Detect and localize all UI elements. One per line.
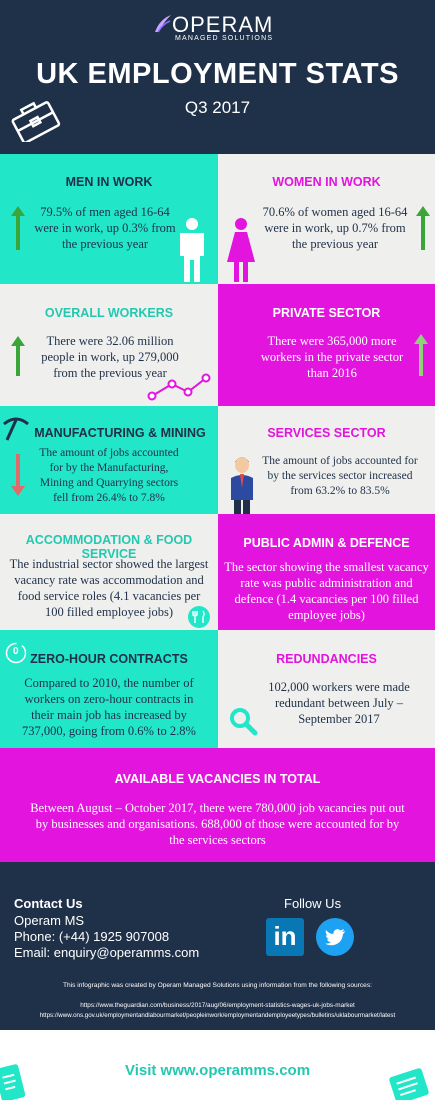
contact-title: Contact Us — [14, 896, 83, 911]
footer — [0, 862, 435, 1030]
private-card — [218, 284, 435, 406]
zero-title: ZERO-HOUR CONTRACTS — [30, 652, 188, 666]
services-text: The amount of jobs accounted for by the services sector increased from 63.2% to 83.5% — [262, 455, 418, 497]
services-card — [218, 406, 435, 514]
header — [0, 0, 435, 154]
woman-icon — [226, 218, 256, 282]
magnifier-icon — [228, 706, 258, 736]
zero-card — [0, 630, 218, 748]
vacancies-card — [0, 748, 435, 862]
accommodation-text: The industrial sector showed the largest vacancy rate was accommodation and food service roles (4.1 vacancies per 100 filled employee jobs) — [9, 557, 209, 619]
cutlery-icon — [188, 606, 210, 628]
vacancies-text: Between August – October 2017, there were 780,000 job vacancies put out by businesses and organisations. 688,000 of those were accounted for by the services sectors — [30, 801, 405, 847]
services-title: SERVICES SECTOR — [267, 426, 386, 440]
logo-icon — [154, 14, 172, 34]
brand-name: OPERAM — [172, 12, 274, 37]
brand-subtitle: MANAGED SOLUTIONS — [175, 35, 274, 42]
line-chart-icon — [146, 372, 212, 402]
linkedin-icon[interactable] — [266, 918, 304, 956]
contact-phone: Phone: (+44) 1925 907008 — [14, 929, 170, 944]
men-title: MEN IN WORK — [65, 175, 153, 189]
men-text: 79.5% of men aged 16-64 were in work, up 0.3% from the previous year — [34, 205, 176, 251]
source-link-2[interactable]: https://www.ons.gov.uk/employmentandlabourmarket/peopleinwork/employmentandemployeetypes/bulletins/uklabourmarket/latest — [39, 1012, 396, 1019]
manufacturing-title: MANUFACTURING & MINING — [34, 426, 206, 440]
public-title: PUBLIC ADMIN & DEFENCE — [243, 536, 410, 550]
up-arrow-icon — [11, 206, 25, 250]
accommodation-title: ACCOMMODATION & FOOD SERVICE — [25, 533, 193, 561]
private-title: PRIVATE SECTOR — [272, 306, 381, 320]
briefcase-icon — [6, 96, 62, 142]
credit-text: This infographic was created by Operam Managed Solutions using information from the following sources: — [63, 982, 372, 989]
private-text: There were 365,000 more workers in the private sector than 2016 — [260, 334, 404, 380]
up-arrow-icon — [416, 206, 430, 250]
ticket-icon — [0, 1060, 28, 1100]
contact-email[interactable]: Email: enquiry@operamms.com — [14, 945, 200, 960]
visit-link[interactable]: Visit www.operamms.com — [124, 1062, 311, 1079]
redundancies-title: REDUNDANCIES — [276, 652, 377, 666]
public-text: The sector showing the smallest vacancy rate was public administration and defence (1.4 vacancies per 100 filled employee jobs) — [224, 560, 429, 622]
redundancies-text: 102,000 workers were made redundant between July – September 2017 — [268, 680, 410, 726]
man-icon — [178, 218, 206, 282]
contact-company: Operam MS — [14, 913, 85, 928]
clock-label: 0 — [13, 646, 19, 657]
logo — [152, 12, 287, 44]
linkedin-label: in — [273, 921, 297, 951]
up-arrow-icon — [414, 334, 428, 376]
page-title: UK EMPLOYMENT STATS — [36, 58, 399, 90]
women-title: WOMEN IN WORK — [272, 175, 381, 189]
overall-text: There were 32.06 million people in work, up 279,000 from the previous year — [41, 334, 179, 380]
overall-card — [0, 284, 218, 406]
ticket-icon — [386, 1066, 432, 1100]
down-arrow-icon — [11, 454, 25, 496]
redundancies-card — [218, 630, 435, 748]
up-arrow-icon — [11, 336, 25, 376]
follow-label: Follow Us — [284, 896, 342, 911]
public-card — [218, 514, 435, 630]
zero-text: Compared to 2010, the number of workers on zero-hour contracts in their main job has increased by 737,000, going from 0.6% to 2.8% — [22, 676, 196, 738]
twitter-icon[interactable] — [316, 918, 354, 956]
pickaxe-icon — [2, 416, 30, 442]
women-text: 70.6% of women aged 16-64 were in work, up 0.7% from the previous year — [262, 205, 408, 251]
manufacturing-card — [0, 406, 218, 514]
overall-title: OVERALL WORKERS — [44, 306, 174, 320]
businessman-icon — [228, 452, 256, 514]
page-subtitle: Q3 2017 — [184, 98, 251, 117]
visit-strip — [0, 1030, 435, 1100]
source-link-1[interactable]: https://www.theguardian.com/business/2017/aug/06/employment-statistics-wages-uk-jobs-market — [80, 1002, 355, 1009]
accommodation-card — [0, 514, 218, 630]
manufacturing-text: The amount of jobs accounted for by the Manufacturing, Mining and Quarrying sectors fell from 26.4% to 7.8% — [39, 447, 179, 504]
vacancies-title: AVAILABLE VACANCIES IN TOTAL — [114, 772, 321, 786]
